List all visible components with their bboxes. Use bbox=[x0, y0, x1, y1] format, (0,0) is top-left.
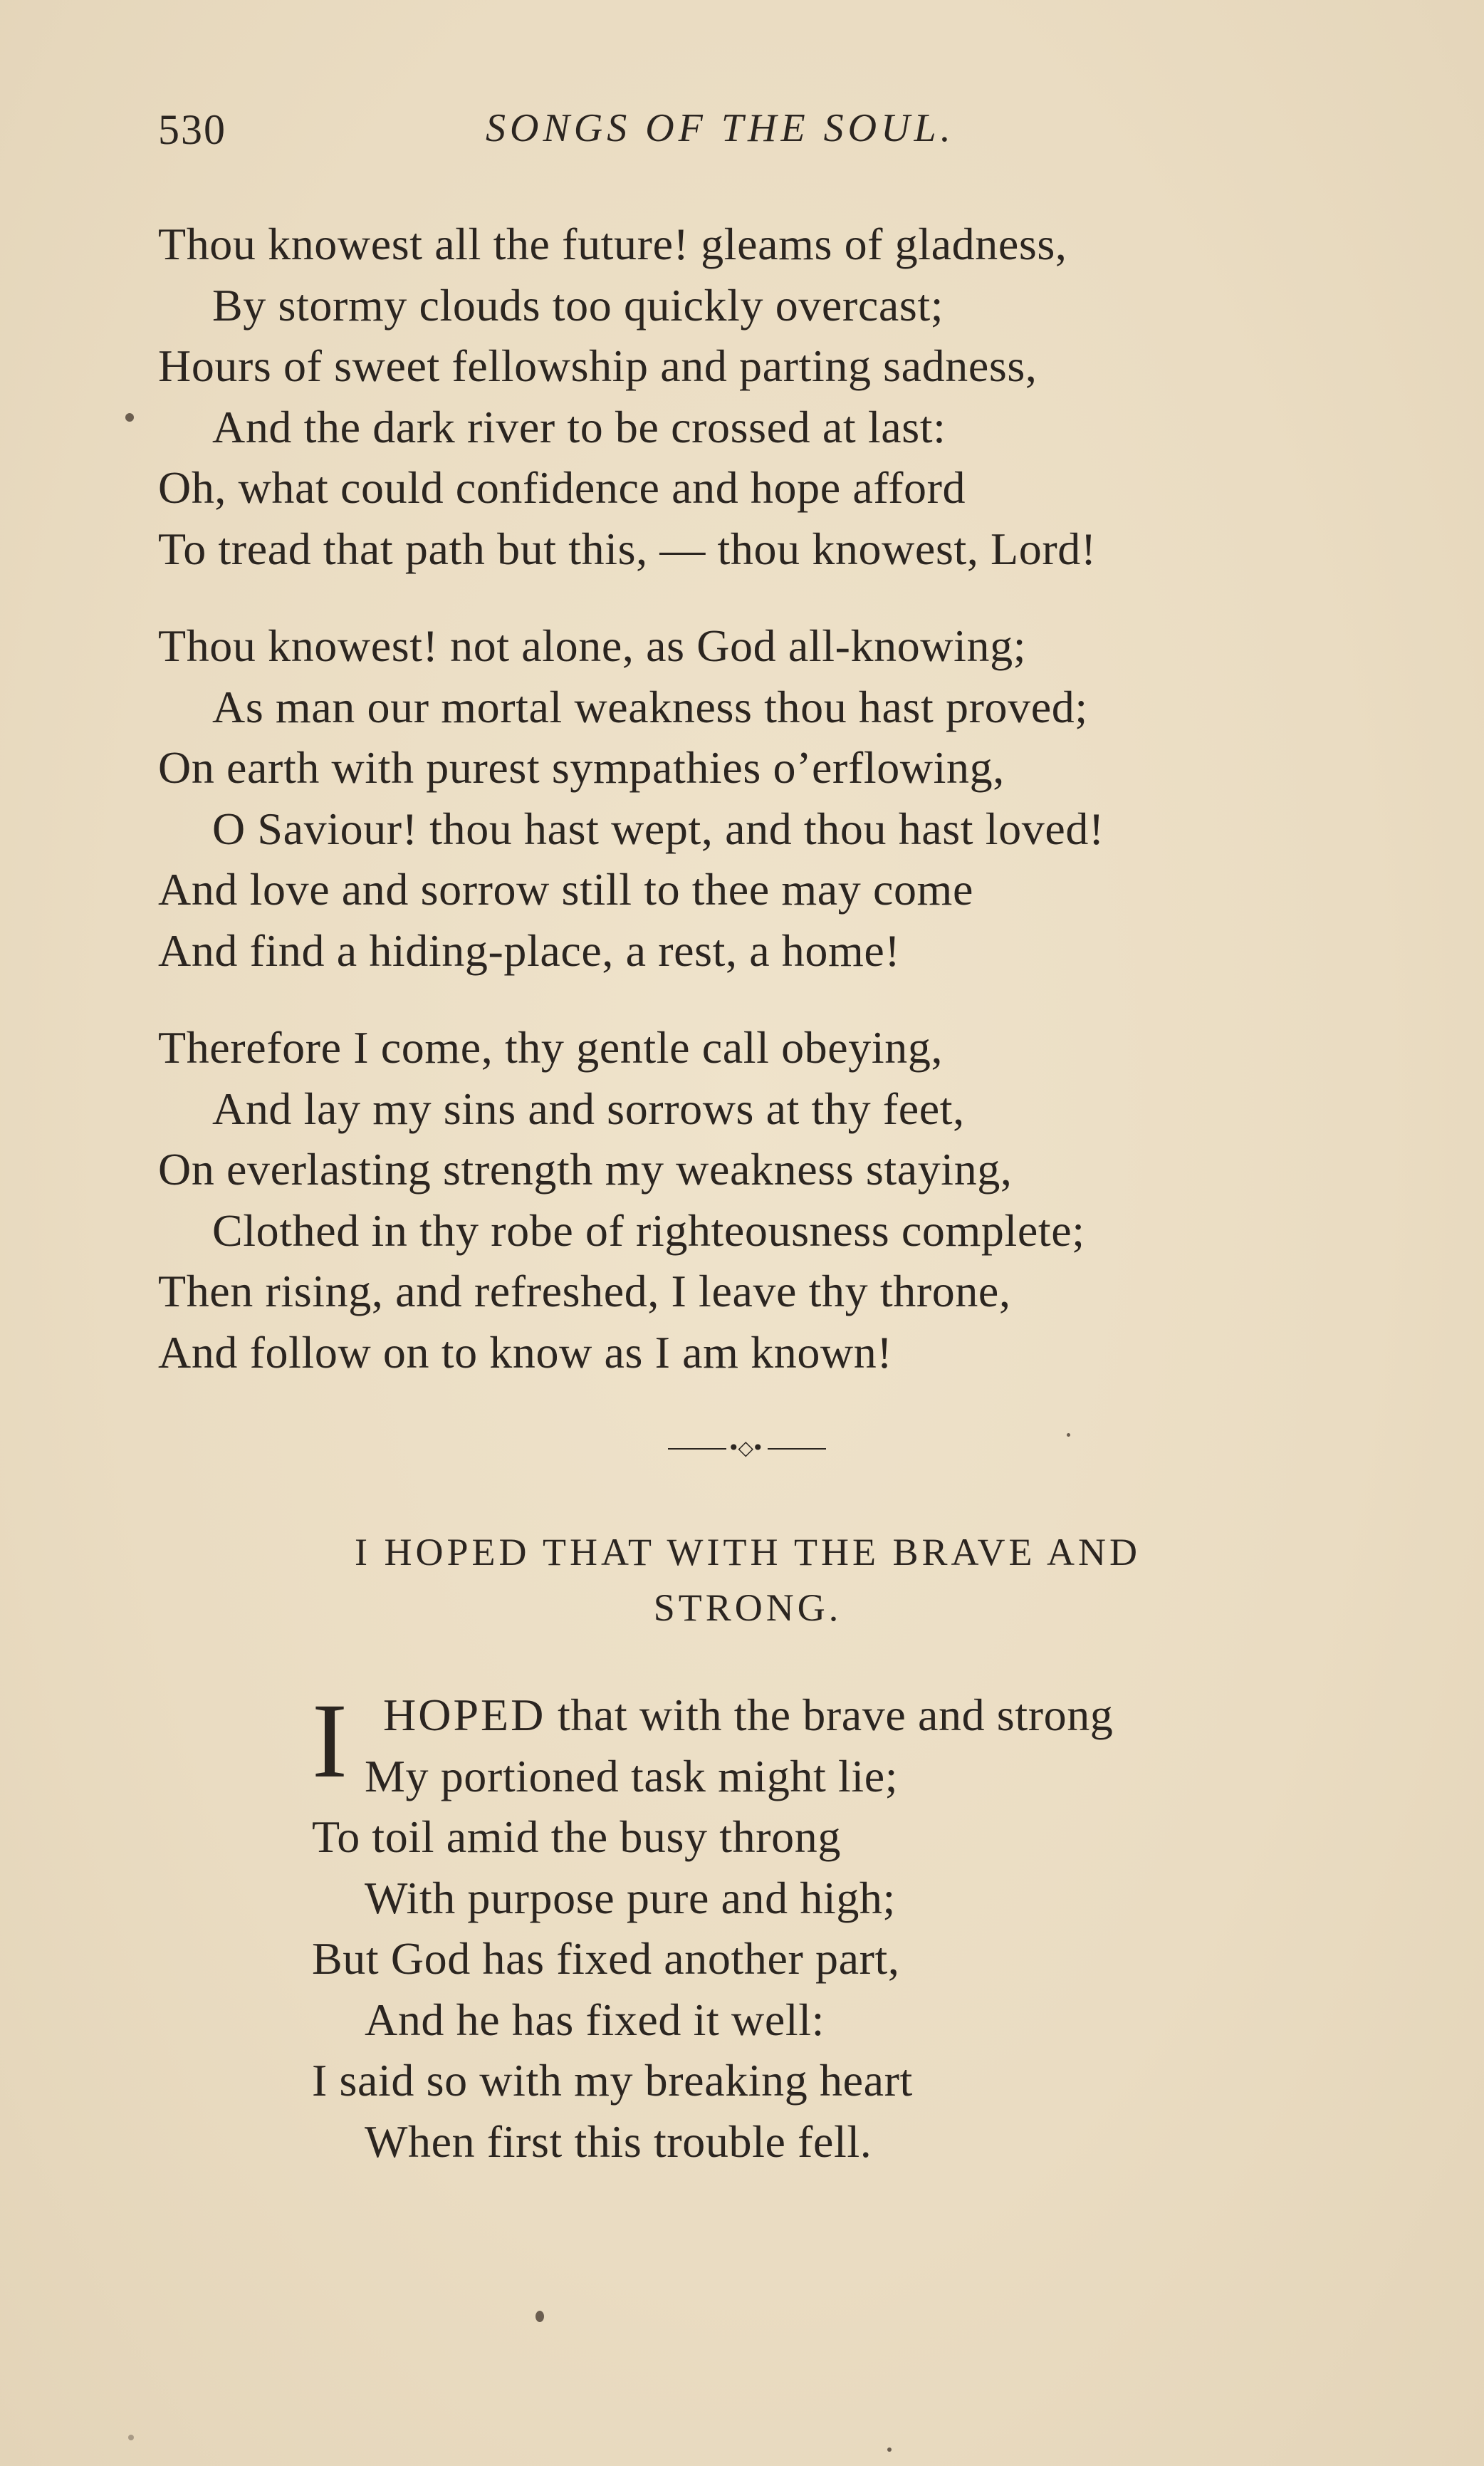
stanza-1 bbox=[158, 214, 1369, 579]
verse-line: When first this trouble fell. bbox=[365, 2116, 872, 2167]
page-header bbox=[158, 105, 1369, 162]
verse-line: Therefore I come, thy gentle call obeying, bbox=[158, 1022, 944, 1073]
paper-speck bbox=[535, 2311, 544, 2322]
verse-line: Thou knowest! not alone, as God all-knowing; bbox=[158, 620, 1027, 671]
verse-line: On earth with purest sympathies o’erflowing, bbox=[158, 742, 1005, 793]
poem-title bbox=[214, 1524, 1282, 1635]
verse-line: Hours of sweet fellowship and parting sadness, bbox=[158, 340, 1038, 391]
verse-line: And love and sorrow still to thee may come bbox=[158, 864, 973, 915]
verse-line: By stormy clouds too quickly overcast; bbox=[212, 279, 944, 331]
running-title: SONGS OF THE SOUL. bbox=[486, 106, 955, 150]
verse-line: I said so with my breaking heart bbox=[312, 2055, 913, 2106]
verse-line: Oh, what could confidence and hope afford bbox=[158, 462, 966, 513]
verse-line: Clothed in thy robe of righteousness complete; bbox=[212, 1205, 1085, 1256]
divider-rule-right bbox=[768, 1448, 826, 1450]
verse-line: O Saviour! thou hast wept, and thou hast loved! bbox=[212, 803, 1104, 854]
verse-line: My portioned task might lie; bbox=[365, 1750, 899, 1801]
stanza-3 bbox=[158, 1017, 1369, 1383]
first-word-smallcaps: HOPED bbox=[383, 1690, 546, 1740]
poem-title-line-2: STRONG. bbox=[653, 1586, 842, 1629]
divider-ornament-icon: •◇• bbox=[728, 1436, 763, 1460]
stanza-2 bbox=[158, 615, 1369, 981]
verse-line: And he has fixed it well: bbox=[365, 1994, 825, 2045]
verse-line: Then rising, and refreshed, I leave thy throne, bbox=[158, 1266, 1011, 1316]
verse-line: To tread that path but this, — thou knowest, Lord! bbox=[158, 523, 1097, 574]
verse-line: But God has fixed another part, bbox=[312, 1933, 900, 1984]
paper-speck bbox=[1067, 1433, 1070, 1437]
verse-line: And the dark river to be crossed at last: bbox=[212, 401, 946, 452]
verse-line: To toil amid the busy throng bbox=[312, 1811, 841, 1862]
verse-line: With purpose pure and high; bbox=[365, 1872, 896, 1923]
verse-line: And find a hiding-place, a rest, a home! bbox=[158, 925, 901, 976]
drop-cap: I bbox=[312, 1682, 348, 1800]
poem-title-line-1: I HOPED THAT WITH THE BRAVE AND bbox=[354, 1531, 1141, 1573]
verse-line: Thou knowest all the future! gleams of gladness, bbox=[158, 219, 1067, 269]
page-number: 530 bbox=[158, 106, 226, 153]
first-line-rest: that with the brave and strong bbox=[545, 1690, 1114, 1740]
section-divider bbox=[668, 1436, 826, 1460]
verse-line: On everlasting strength my weakness staying, bbox=[158, 1144, 1013, 1195]
paper-speck bbox=[128, 2435, 134, 2440]
paper-speck bbox=[887, 2447, 892, 2452]
poem-body bbox=[312, 1682, 1366, 2172]
verse-line: As man our mortal weakness thou hast proved; bbox=[212, 681, 1088, 732]
divider-rule-left bbox=[668, 1448, 726, 1450]
verse-line: And follow on to know as I am known! bbox=[158, 1326, 893, 1378]
verse-line: And lay my sins and sorrows at thy feet, bbox=[212, 1083, 965, 1134]
paper-speck bbox=[125, 413, 134, 422]
